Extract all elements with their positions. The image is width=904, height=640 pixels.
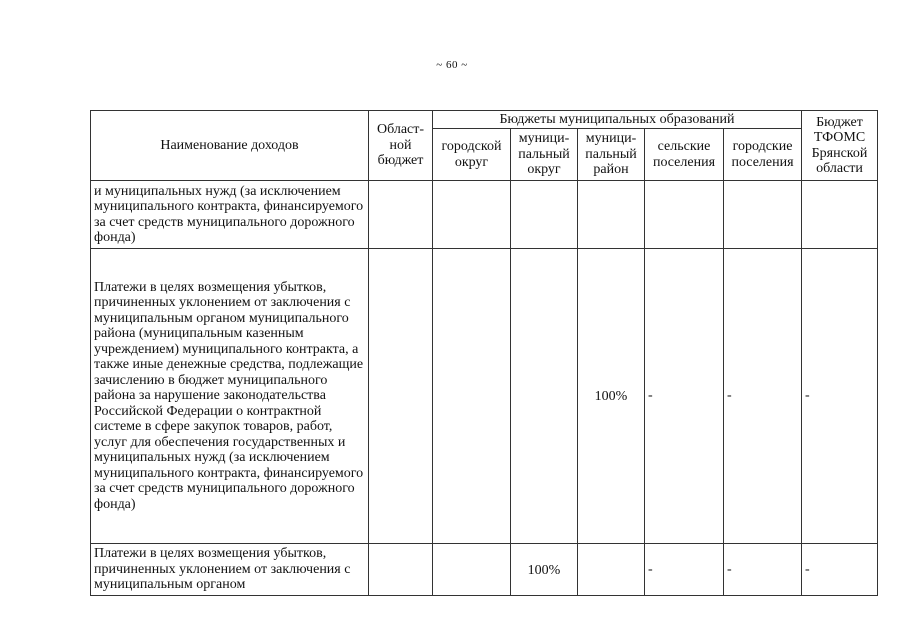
- header-city-district: городской округ: [433, 129, 511, 181]
- municipal-okrug-cell: [511, 544, 578, 596]
- urban-settlements-cell: [724, 181, 802, 249]
- income-name-cell: Платежи в целях возмещения убытков, причиненных уклонением от заключения с муниципальным органом муниципального района (муниципальным казенным учреждением) муниципального контракта, а также иные денежные средства, подлежащие зачислению в бюджет муниципального района за нарушение законодательства Российской Федерации о контрактной системе в сфере закупок товаров, работ, услуг для обеспечения государственных и муниципальных нужд (за исключением муниципального контракта, финансируемого за счет средств муниципального дорожного фонда): [91, 249, 369, 544]
- table-row: [91, 544, 878, 596]
- page-number: ~ 60 ~: [436, 59, 468, 71]
- city-district-cell: [433, 249, 511, 544]
- rural-settlements-cell: [645, 181, 724, 249]
- income-name-cell: и муниципальных нужд (за исключением муниципального контракта, финансируемого за счет средств муниципального дорожного фонда): [91, 181, 369, 249]
- rural-settlements-cell: -: [645, 544, 724, 596]
- header-row-1: [91, 111, 878, 129]
- tfoms-cell: [802, 181, 878, 249]
- header-municipal-budgets: Бюджеты муниципальных образований: [433, 111, 802, 129]
- header-regional-budget: Област- ной бюджет: [369, 111, 433, 181]
- municipal-okrug-cell: [511, 181, 578, 249]
- table-row: [91, 249, 878, 544]
- regional-cell: [369, 249, 433, 544]
- tfoms-cell: -: [802, 544, 878, 596]
- municipal-raion-cell: [578, 181, 645, 249]
- income-name-cell: Платежи в целях возмещения убытков, причиненных уклонением от заключения с муниципальным органом: [91, 544, 369, 596]
- urban-settlements-cell: -: [724, 544, 802, 596]
- city-district-cell: [433, 544, 511, 596]
- tfoms-cell: -: [802, 249, 878, 544]
- header-municipal-raion: муници- пальный район: [578, 129, 645, 181]
- urban-settlements-cell: -: [724, 249, 802, 544]
- municipal-okrug-cell: [511, 249, 578, 544]
- city-district-cell: [433, 181, 511, 249]
- percent-value: 100%: [594, 389, 628, 405]
- header-municipal-okrug: муници- пальный округ: [511, 129, 578, 181]
- municipal-raion-cell: [578, 544, 645, 596]
- header-rural-settlements: сельские поселения: [645, 129, 724, 181]
- percent-value: 100%: [527, 562, 561, 578]
- header-urban-settlements: городские поселения: [724, 129, 802, 181]
- regional-cell: [369, 544, 433, 596]
- rural-settlements-cell: -: [645, 249, 724, 544]
- municipal-raion-cell: [578, 249, 645, 544]
- header-income-name: Наименование доходов: [91, 111, 369, 181]
- income-distribution-table: [90, 110, 878, 596]
- table-row: [91, 181, 878, 249]
- header-tfoms-budget: Бюджет ТФОМС Брянской области: [802, 111, 878, 181]
- regional-cell: [369, 181, 433, 249]
